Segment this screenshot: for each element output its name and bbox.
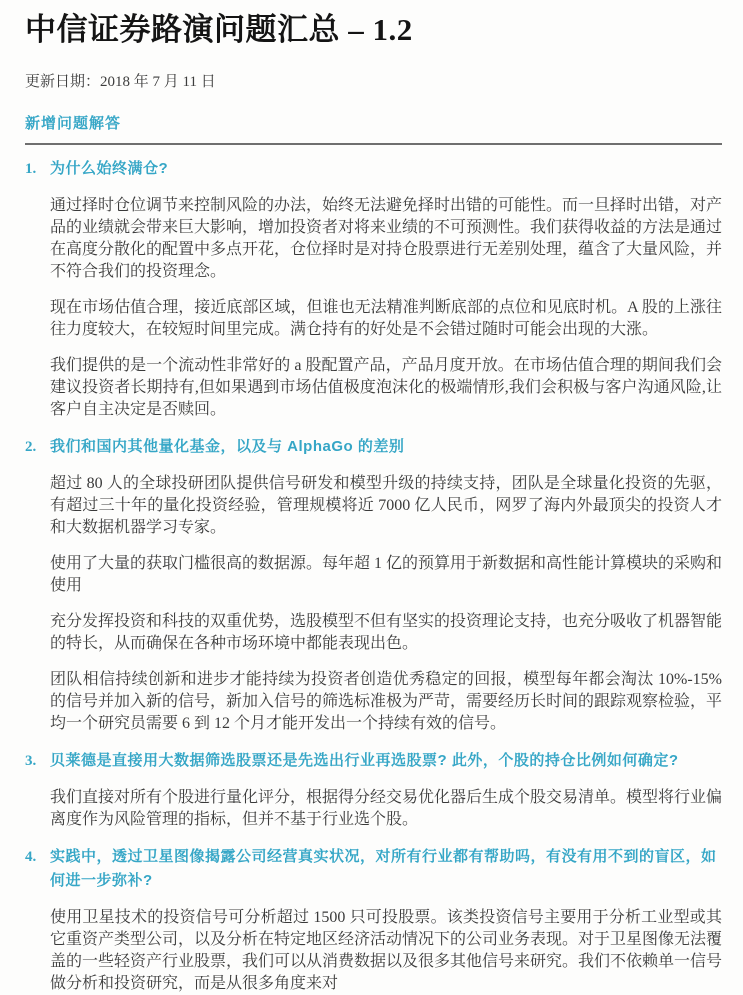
question-item (25, 435, 722, 735)
question-heading (25, 749, 722, 773)
update-date-label: 更新日期： (25, 74, 101, 90)
question-item (25, 157, 722, 421)
question-number: 2. (25, 439, 37, 455)
answer-block (50, 195, 722, 421)
answer-paragraph: 充分发挥投资和科技的双重优势，选股模型不但有坚实的投资理论支持，也充分吸收了机器智能的特长，从而确保在各种市场环境中都能表现出色。 (50, 613, 723, 652)
question-title: 我们和国内其他量化基金，以及与 AlphaGo 的差别 (50, 438, 405, 455)
answer-block (50, 907, 722, 995)
question-title: 贝莱德是直接用大数据筛选股票还是先选出行业再选股票? 此外，个股的持仓比例如何确定? (50, 752, 679, 769)
question-number: 1. (25, 161, 37, 177)
page-title: 中信证券路演问题汇总 – 1.2 (25, 12, 413, 47)
answer-paragraph: 现在市场估值合理，接近底部区域，但谁也无法精准判断底部的点位和见底时机。A 股的上涨往往力度较大，在较短时间里完成。满仓持有的好处是不会错过随时可能会出现的大涨。 (50, 299, 722, 338)
answer-paragraph: 团队相信持续创新和进步才能持续为投资者创造优秀稳定的回报，模型每年都会淘汰 10%-15%的信号并加入新的信号，新加入信号的筛选标准极为严苛，需要经历长时间的跟踪观察检验，平均一个研究员需要 6 到 12 个月才能开发出一个持续有效的信号。 (50, 671, 723, 732)
question-item (25, 749, 722, 831)
question-heading (25, 845, 722, 893)
question-heading (25, 157, 722, 181)
question-number: 3. (25, 753, 37, 769)
update-date-line (25, 72, 722, 92)
question-heading (25, 435, 722, 459)
answer-block (50, 473, 722, 735)
answer-block (50, 787, 722, 831)
answer-paragraph: 使用了大量的获取门槛很高的数据源。每年超 1 亿的预算用于新数据和高性能计算模块的采购和使用 (50, 555, 723, 594)
question-item (25, 845, 722, 995)
question-list (25, 157, 722, 995)
answer-paragraph: 使用卫星技术的投资信号可分析超过 1500 只可投股票。该类投资信号主要用于分析工业型或其它重资产类型公司，以及分析在特定地区经济活动情况下的公司业务表现。对于卫星图像无法覆盖的一些轻资产行业股票，我们可以从消费数据以及很多其他信号来研究。我们不依赖单一信号做分析和投资研究，而是从很多角度来对 (50, 909, 723, 992)
section-divider (25, 143, 722, 145)
question-title: 实践中，透过卫星图像揭露公司经营真实状况，对所有行业都有帮助吗，有没有用不到的盲区，如何进一步弥补? (50, 848, 717, 889)
question-title: 为什么始终满仓? (50, 160, 169, 177)
answer-paragraph: 我们直接对所有个股进行量化评分，根据得分经交易优化器后生成个股交易清单。模型将行业偏离度作为风险管理的指标，但并不基于行业选个股。 (50, 789, 723, 828)
section-heading: 新增问题解答 (25, 115, 122, 132)
answer-paragraph: 我们提供的是一个流动性非常好的 a 股配置产品，产品月度开放。在市场估值合理的期间我们会建议投资者长期持有,但如果遇到市场估值极度泡沫化的极端情形,我们会积极与客户沟通风险,让客户自主决定是否赎回。 (50, 357, 722, 418)
question-number: 4. (25, 849, 37, 865)
answer-paragraph: 通过择时仓位调节来控制风险的办法，始终无法避免择时出错的可能性。而一旦择时出错，对产品的业绩就会带来巨大影响，增加投资者对将来业绩的不可预测性。我们获得收益的方法是通过在高度分散化的配置中多点开花，仓位择时是对持仓股票进行无差别处理，蕴含了大量风险，并不符合我们的投资理念。 (50, 197, 723, 280)
answer-paragraph: 超过 80 人的全球投研团队提供信号研发和模型升级的持续支持，团队是全球量化投资的先驱，有超过三十年的量化投资经验，管理规模将近 7000 亿人民币，网罗了海内外最顶尖的投资人才和大数据机器学习专家。 (50, 475, 722, 536)
update-date-value: 2018 年 7 月 11 日 (100, 74, 216, 90)
